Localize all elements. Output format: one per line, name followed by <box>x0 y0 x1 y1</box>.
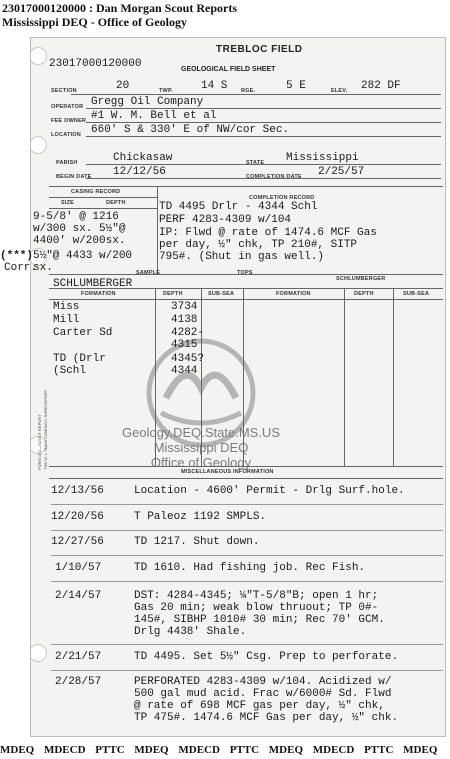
misc-text: Gas 20 min; weak blow thruout; TP 0#- <box>134 602 379 614</box>
top-depth: 4282- <box>171 327 205 339</box>
operator-label: OPERATOR <box>51 104 84 110</box>
completion-date-value: 2/25/57 <box>318 166 365 178</box>
misc-info-label: MISCELLANEOUS INFORMATION <box>181 469 274 475</box>
casing-line: 4400' w/200sx. <box>33 235 126 247</box>
formation-label: FORMATION <box>276 291 311 297</box>
completion-line: per day, ½" chk, TP 210#, SITP <box>159 239 358 251</box>
misc-text: T Paleoz 1192 SMPLS. <box>134 511 267 523</box>
scout-card <box>30 37 446 737</box>
top-formation: (Schl <box>53 365 87 377</box>
punch-hole <box>30 136 47 154</box>
footer-strip <box>0 744 450 756</box>
begin-date-label: BEGIN DATE <box>56 174 92 180</box>
top-formation: TD (Drlr <box>53 353 106 365</box>
correction-marker: (***) <box>0 250 34 262</box>
section-label: SECTION <box>51 88 77 94</box>
footer-item: MDEQ <box>403 744 438 756</box>
footer-item: PTTC <box>229 744 260 756</box>
completion-line: 795#. (Shut in gas well.) <box>159 251 325 263</box>
location-value: 660' S & 330' E of NW/cor Sec. <box>91 124 290 136</box>
casing-line: 5½"@ 4433 w/200 <box>33 250 133 262</box>
top-depth: 4344 <box>171 365 198 377</box>
footer-item: MDEQ <box>134 744 169 756</box>
misc-text: DST: 4284-4345; ¼"T-5/8"B; open 1 hr; <box>134 590 379 602</box>
misc-date: 12/27/56 <box>51 536 104 548</box>
operator-value: Gregg Oil Company <box>91 96 204 108</box>
watermark-line: Mississippi DEQ <box>153 440 249 455</box>
misc-text: PERFORATED 4283-4309 w/104. Acidized w/ <box>134 676 392 688</box>
tops-label: TOPS <box>237 270 253 276</box>
api-number: 23017000120000 <box>49 58 142 70</box>
sample-label: SAMPLE <box>136 270 161 276</box>
printer-imprint: FORM 1E2—SCOUT REPORT <box>37 414 42 470</box>
footer-item: MDEQ <box>0 744 35 756</box>
watermark-line: Geology.DEQ.State.MS.US <box>122 425 280 440</box>
casing-line: w/300 sx. 5½"@ <box>33 223 126 235</box>
printer-imprint: THE W. L. RATH COMPANY, SHREVEPORT <box>43 389 48 470</box>
correction-note: Corr. <box>4 262 38 274</box>
elev-label: ELEV. <box>331 88 348 94</box>
misc-text: TP 475#. 1474.6 MCF Gas per day, ½" chk. <box>134 712 399 724</box>
misc-text: 145#, SIBHP 1010# 30 min; Rec 70' GCM. <box>134 614 385 626</box>
state-value: Mississippi <box>286 152 359 164</box>
top-depth: 3734 <box>171 301 198 313</box>
casing-record-label: CASING RECORD <box>71 189 121 195</box>
footer-item: PTTC <box>95 744 125 756</box>
misc-date: 2/28/57 <box>55 676 102 688</box>
top-formation: Mill <box>53 314 80 326</box>
rge-value: 5 E <box>286 80 306 92</box>
misc-text: TD 1610. Had fishing job. Rec Fish. <box>134 562 366 574</box>
misc-text: TD 4495. Set 5½" Csg. Prep to perforate. <box>134 651 399 663</box>
formation-label: FORMATION <box>81 291 116 297</box>
elev-value: 282 DF <box>361 80 401 92</box>
sheet-title: GEOLOGICAL FIELD SHEET <box>181 66 276 73</box>
completion-line: IP: Flwd @ rate of 1474.6 MCF Gas <box>159 227 377 239</box>
completion-line: TD 4495 Drlr - 4344 Schl <box>159 201 318 213</box>
parish-label: PARISH <box>56 160 78 166</box>
top-formation: Carter Sd <box>53 327 113 339</box>
report-title: 23017000120000 : Dan Morgan Scout Reports <box>2 1 237 15</box>
schlumberger-header-label: SCHLUMBERGER <box>336 276 386 282</box>
report-subtitle: Mississippi DEQ - Office of Geology <box>2 15 187 29</box>
misc-date: 1/10/57 <box>55 562 102 574</box>
completion-record-label: COMPLETION RECORD <box>249 195 315 201</box>
location-label: LOCATION <box>51 132 81 138</box>
section-value: 20 <box>116 80 130 92</box>
footer-item: MDECD <box>178 744 220 756</box>
subsea-label: SUB-SEA <box>403 291 430 297</box>
rge-label: RGE. <box>241 88 256 94</box>
begin-date-value: 12/12/56 <box>113 166 166 178</box>
state-label: STATE <box>246 160 265 166</box>
misc-text: Location - 4600' Permit - Drlg Surf.hole. <box>134 485 405 497</box>
subsea-label: SUB-SEA <box>208 291 235 297</box>
misc-date: 2/21/57 <box>55 651 102 663</box>
footer-item: MDEQ <box>268 744 304 756</box>
completion-line: PERF 4283-4309 w/104 <box>159 214 292 226</box>
watermark-line: Office of Geology <box>150 455 252 470</box>
fee-owner-value: #1 W. M. Bell et al <box>91 110 217 122</box>
twp-value: 14 S <box>201 80 228 92</box>
punch-hole <box>30 644 47 662</box>
misc-text: @ rate of 698 MCF gas per day, ½" chk, <box>134 700 385 712</box>
twp-label: TWP. <box>159 88 173 94</box>
footer-item: PTTC <box>364 744 394 756</box>
misc-text: TD 1217. Shut down. <box>134 536 260 548</box>
misc-text: Drlg 4438' Shale. <box>134 626 247 638</box>
casing-line: sx. <box>33 262 53 274</box>
misc-date: 12/13/56 <box>51 485 104 497</box>
field-name: TREBLOC FIELD <box>216 44 303 55</box>
completion-date-label: COMPLETION DATE <box>246 174 302 180</box>
misc-date: 12/20/56 <box>51 511 104 523</box>
parish-value: Chickasaw <box>113 152 173 164</box>
misc-date: 2/14/57 <box>55 590 102 602</box>
top-depth: 4345? <box>171 353 205 365</box>
casing-line: 9-5/8' @ 1216 <box>33 211 119 223</box>
footer-item: MDECD <box>43 744 86 756</box>
misc-text: 500 gal mud acid. Frac w/6000# Sd. Flwd <box>134 688 392 700</box>
top-formation: Miss <box>53 301 80 313</box>
tops-depth-label: DEPTH <box>354 291 374 297</box>
punch-hole <box>30 47 47 65</box>
tops-source: SCHLUMBERGER <box>53 278 133 290</box>
footer-item: MDECD <box>312 744 355 756</box>
casing-depth-label: DEPTH <box>106 200 126 206</box>
top-depth: 4315 <box>171 339 198 351</box>
size-label: SIZE <box>61 200 75 206</box>
fee-owner-label: FEE OWNER <box>51 118 87 124</box>
tops-depth-label: DEPTH <box>163 291 183 297</box>
top-depth: 4138 <box>171 314 198 326</box>
